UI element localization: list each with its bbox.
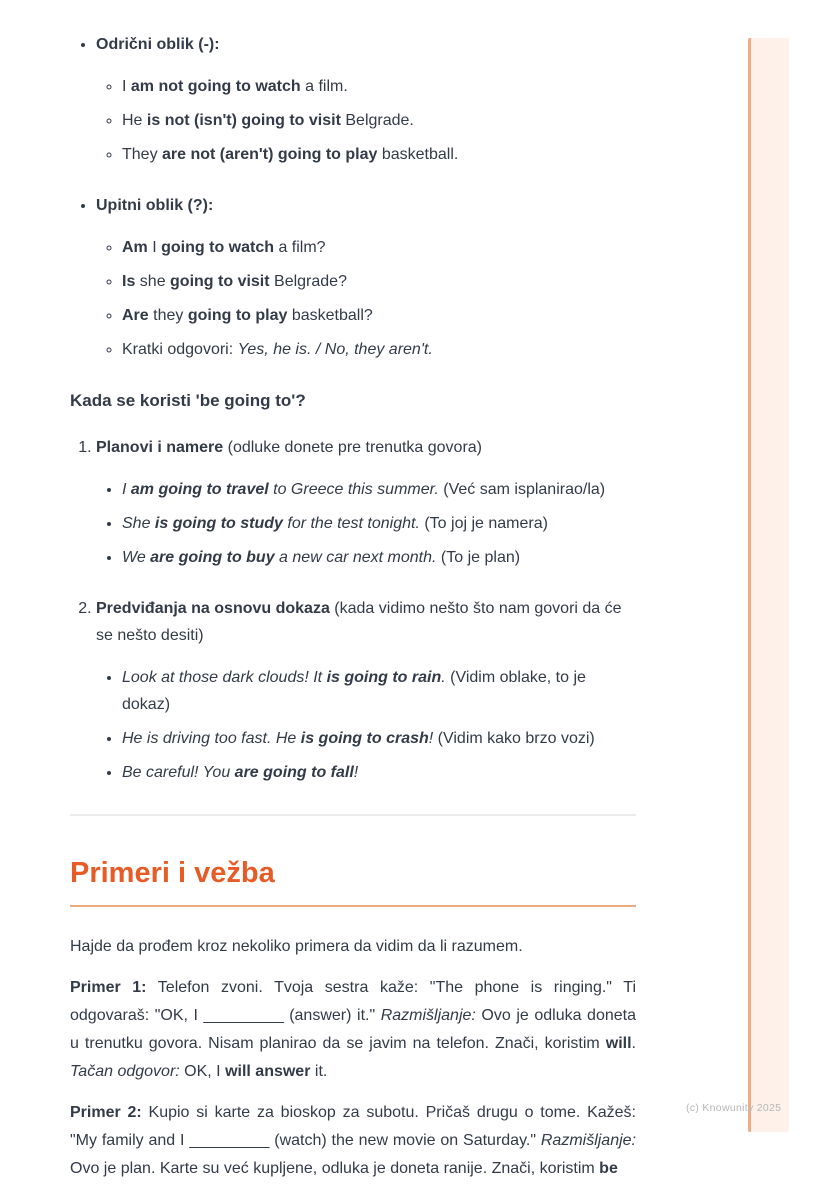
usage-heading: Kada se koristi 'be going to'? [70, 391, 306, 410]
example-paragraph-2: Primer 2: Kupio si karte za bioskop za subotu. Pričaš drugu o tome. Kažeš: "My family and I _________ (watch) the new movie on Saturday." Razmišljanje: Ovo je plan. Karte su već kupljene, odluka je doneta ranije. Znači, koristim be [70, 1104, 636, 1177]
usage-rules-list [70, 434, 636, 786]
list-item: • Be careful! You are going to fall! [122, 759, 636, 786]
negative-form-title: Odrični oblik (-): [96, 36, 220, 53]
rule-title: Planovi i namere (odluke donete pre trenutka govora) [96, 439, 482, 456]
list-item-rule-plans [96, 434, 636, 571]
rule-examples-list [96, 476, 636, 571]
verb-forms-list [70, 31, 636, 363]
copyright-watermark: (c) Knowunity 2025 [686, 1102, 782, 1114]
page-edge-stripe [748, 38, 789, 1132]
list-item: ◦ Kratki odgovori: Yes, he is. / No, they aren't. [122, 336, 636, 363]
lesson-content [70, 31, 636, 1196]
list-item: ◦ He is not (isn't) going to visit Belgrade. [122, 107, 636, 134]
example-paragraph-1: Primer 1: Telefon zvoni. Tvoja sestra kaže: "The phone is ringing." Ti odgovaraš: "OK, I _________ (answer) it." Razmišljanje: Ovo je odluka doneta u trenutku govora. Nisam planirao da se javim na telefon. Znači, koristim will. Tačan odgovor: OK, I will answer it. [70, 979, 636, 1080]
list-item: ◦ They are not (aren't) going to play basketball. [122, 141, 636, 168]
list-item: ◦ I am not going to watch a film. [122, 73, 636, 100]
rule-examples-list [96, 664, 636, 786]
list-item: ◦ Are they going to play basketball? [122, 302, 636, 329]
list-item: ◦ Am I going to watch a film? [122, 234, 636, 261]
rule-title: Predviđanja na osnovu dokaza (kada vidimo nešto što nam govori da će se nešto desiti) [96, 600, 622, 644]
section-title: Primeri i vežba [70, 857, 636, 907]
negative-examples-list [96, 73, 636, 168]
question-examples-list [96, 234, 636, 363]
list-item-question-form [96, 192, 636, 363]
list-item: • Look at those dark clouds! It is going to rain. (Vidim oblake, to je dokaz) [122, 664, 636, 718]
section-divider [70, 814, 636, 816]
intro-paragraph: Hajde da prođem kroz nekoliko primera da vidim da li razumem. [70, 938, 523, 955]
list-item: • She is going to study for the test tonight. (To joj je namera) [122, 510, 636, 537]
list-item: • I am going to travel to Greece this summer. (Već sam isplanirao/la) [122, 476, 636, 503]
list-item: • We are going to buy a new car next month. (To je plan) [122, 544, 636, 571]
question-form-title: Upitni oblik (?): [96, 197, 214, 214]
list-item-rule-predictions [96, 595, 636, 786]
list-item-negative-form [96, 31, 636, 168]
list-item: ◦ Is she going to visit Belgrade? [122, 268, 636, 295]
list-item: • He is driving too fast. He is going to crash! (Vidim kako brzo vozi) [122, 725, 636, 752]
